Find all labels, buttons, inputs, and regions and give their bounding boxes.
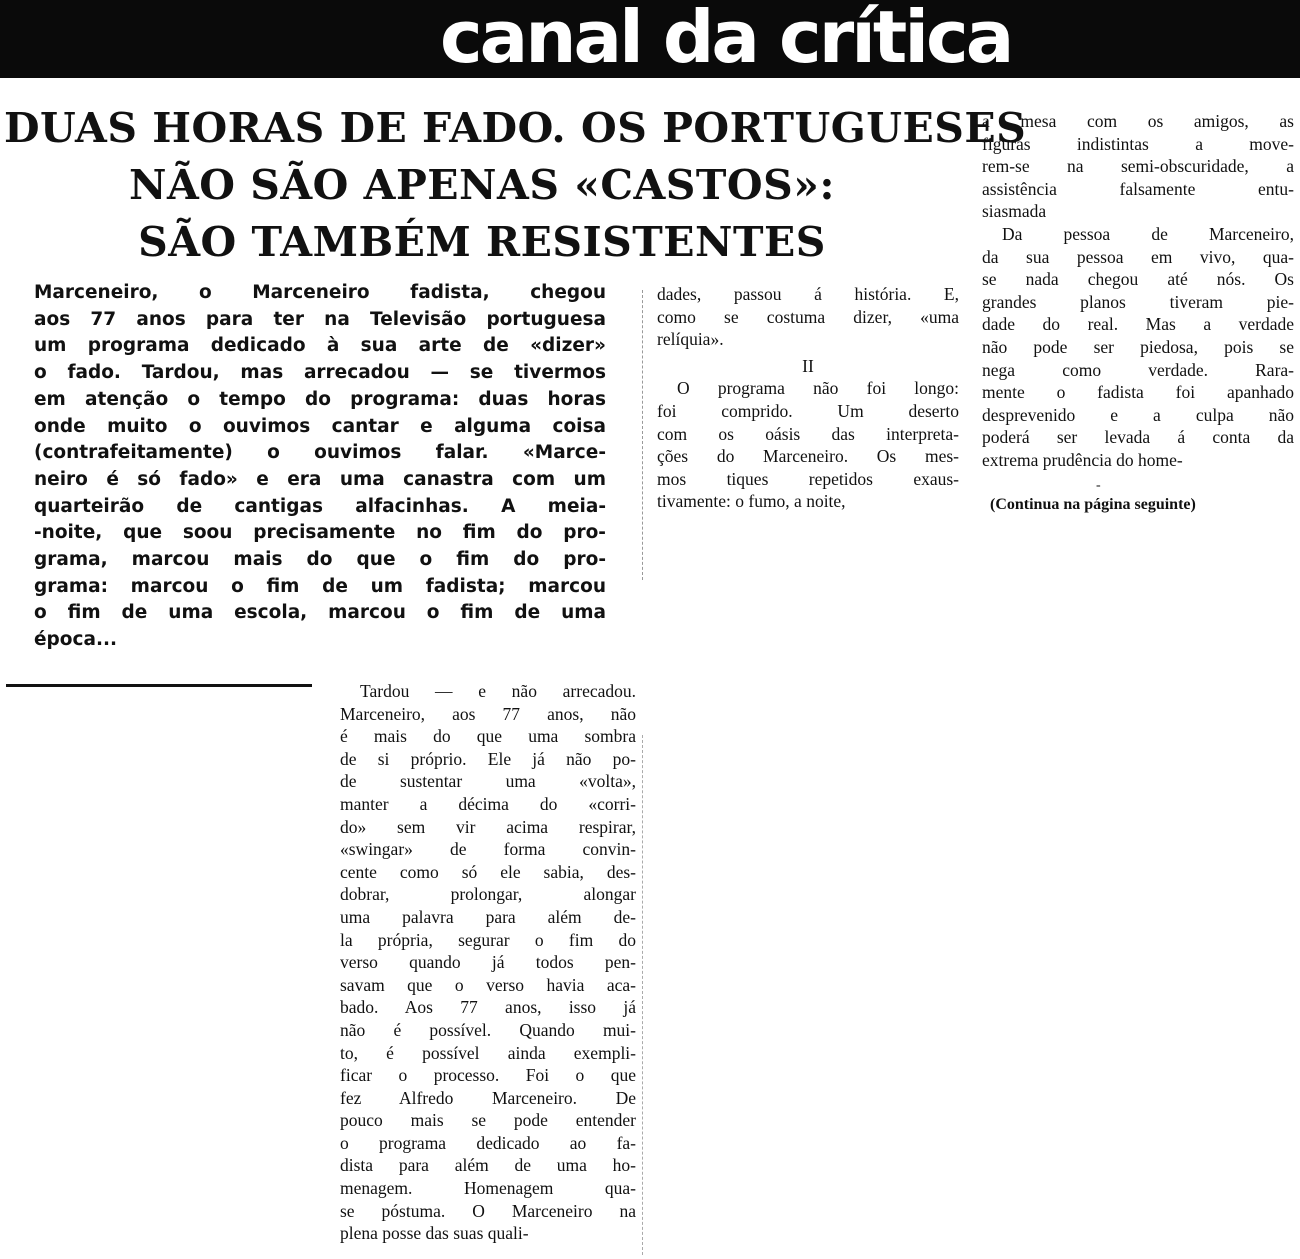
lede-line: grama: marcou o fim de um fadista; marcou	[34, 575, 606, 597]
text-line: da sua pessoa em vivo, qua-	[982, 246, 1294, 267]
text-line: foi comprido. Um deserto	[657, 400, 959, 421]
text-line: «swingar» de forma convin-	[340, 839, 636, 860]
text-line: rem-se na semi-obscuridade, a	[982, 156, 1294, 177]
lede-line: (contrafeitamente) o ouvimos falar. «Marce-	[34, 442, 606, 464]
text-line: menagem. Homenagem qua-	[340, 1178, 636, 1199]
text-line: pouco mais se pode entender	[340, 1110, 636, 1131]
text-line: mente o fadista foi apanhado	[982, 382, 1294, 403]
column-divider	[642, 735, 644, 1255]
text-line: como se costuma dizer, «uma	[657, 306, 959, 327]
text-line: mos tiques repetidos exaus-	[657, 468, 959, 489]
article-column-right	[982, 110, 1294, 472]
lede-line: o fim de uma escola, marcou o fim de uma	[34, 602, 606, 624]
text-line: cente como só ele sabia, des-	[340, 861, 636, 882]
headline-line: SÃO TAMBÉM RESISTENTES	[138, 218, 826, 266]
text-line: extrema prudência do home-	[982, 449, 1183, 470]
text-line: dista para além de uma ho-	[340, 1155, 636, 1176]
text-line: se nada chegou até nós. Os	[982, 269, 1294, 290]
text-line: Da pessoa de Marceneiro,	[1002, 223, 1294, 244]
horizontal-rule	[6, 684, 312, 687]
column-divider	[642, 290, 644, 580]
lede-line: época...	[34, 629, 118, 651]
text-line: savam que o verso havia aca-	[340, 974, 636, 995]
text-line: O programa não foi longo:	[677, 378, 959, 399]
text-line: Marceneiro, aos 77 anos, não	[340, 703, 636, 724]
lede-line: o fado. Tardou, mas arrecadou — se tivermos	[34, 362, 606, 384]
text-line: desprevenido e a culpa não	[982, 404, 1294, 425]
text-line: manter a décima do «corri-	[340, 793, 636, 814]
text-line: verso quando já todos pen-	[340, 952, 636, 973]
lede-line: onde muito o ouvimos cantar e alguma coisa	[34, 415, 606, 437]
text-line: ficar o processo. Foi o que	[340, 1065, 636, 1086]
text-line: la própria, segurar o fim do	[340, 929, 636, 950]
text-line: plena posse das suas quali-	[340, 1223, 529, 1244]
text-line: poderá ser levada á conta da	[982, 427, 1294, 448]
text-line: assistência falsamente entu-	[982, 178, 1294, 199]
text-line: dades, passou á história. E,	[657, 284, 959, 304]
text-line: a mesa com os amigos, as	[982, 111, 1294, 131]
lede-line: neiro é só fado» e era uma canastra com um	[34, 468, 606, 490]
lede-line: em atenção o tempo do programa: duas horas	[34, 388, 606, 410]
text-line: de si próprio. Ele já não po-	[340, 748, 636, 769]
section-number: II	[802, 355, 814, 376]
text-line: grandes planos tiveram pie-	[982, 291, 1294, 312]
text-line: nega como verdade. Rara-	[982, 359, 1294, 380]
text-line: é mais do que uma sombra	[340, 726, 636, 747]
text-line: Tardou — e não arrecadou.	[360, 681, 636, 701]
text-line: dade do real. Mas a verdade	[982, 314, 1294, 335]
text-line: o programa dedicado ao fa-	[340, 1132, 636, 1153]
masthead-banner	[0, 0, 1300, 78]
separator-dash: -	[1096, 478, 1101, 493]
lede-line: quarteirão de cantigas alfacinhas. A meia-	[34, 495, 606, 517]
article-column-middle	[657, 283, 959, 513]
headline-line: DUAS HORAS DE FADO. OS PORTUGUESES	[4, 104, 1027, 152]
lede-line: -noite, que soou precisamente no fim do pro-	[34, 522, 606, 544]
lede-line: grama, marcou mais do que o fim do pro-	[34, 549, 606, 571]
text-line: não é possível. Quando mui-	[340, 1019, 636, 1040]
text-line: to, é possível ainda exempli-	[340, 1042, 636, 1063]
lede-line: aos 77 anos para ter na Televisão portuguesa	[34, 308, 606, 330]
text-line: figuras indistintas a move-	[982, 133, 1294, 154]
text-line: siasmada	[982, 201, 1047, 222]
text-line: bado. Aos 77 anos, isso já	[340, 997, 636, 1018]
text-line: uma palavra para além de-	[340, 906, 636, 927]
article-column-bottom	[340, 680, 636, 1245]
continue-note: (Continua na página seguinte)	[990, 496, 1196, 513]
text-line: se póstuma. O Marceneiro na	[340, 1200, 636, 1221]
text-line: não pode ser piedosa, pois se	[982, 336, 1294, 357]
text-line: com os oásis das interpreta-	[657, 423, 959, 444]
text-line: relíquia».	[657, 329, 724, 350]
text-line: fez Alfredo Marceneiro. De	[340, 1087, 636, 1108]
text-line: dobrar, prolongar, alongar	[340, 884, 636, 905]
text-line: ções do Marceneiro. Os mes-	[657, 446, 959, 467]
text-line: de sustentar uma «volta»,	[340, 771, 636, 792]
text-line: tivamente: o fumo, a noite,	[657, 491, 846, 512]
lede-line: Marceneiro, o Marceneiro fadista, chegou	[34, 282, 606, 303]
text-line: do» sem vir acima respirar,	[340, 816, 636, 837]
lede-line: um programa dedicado à sua arte de «dizer»	[34, 335, 606, 357]
lede-paragraph	[34, 280, 606, 654]
section-title: canal da crítica	[440, 0, 1012, 79]
headline-line: NÃO SÃO APENAS «CASTOS»:	[128, 161, 836, 209]
